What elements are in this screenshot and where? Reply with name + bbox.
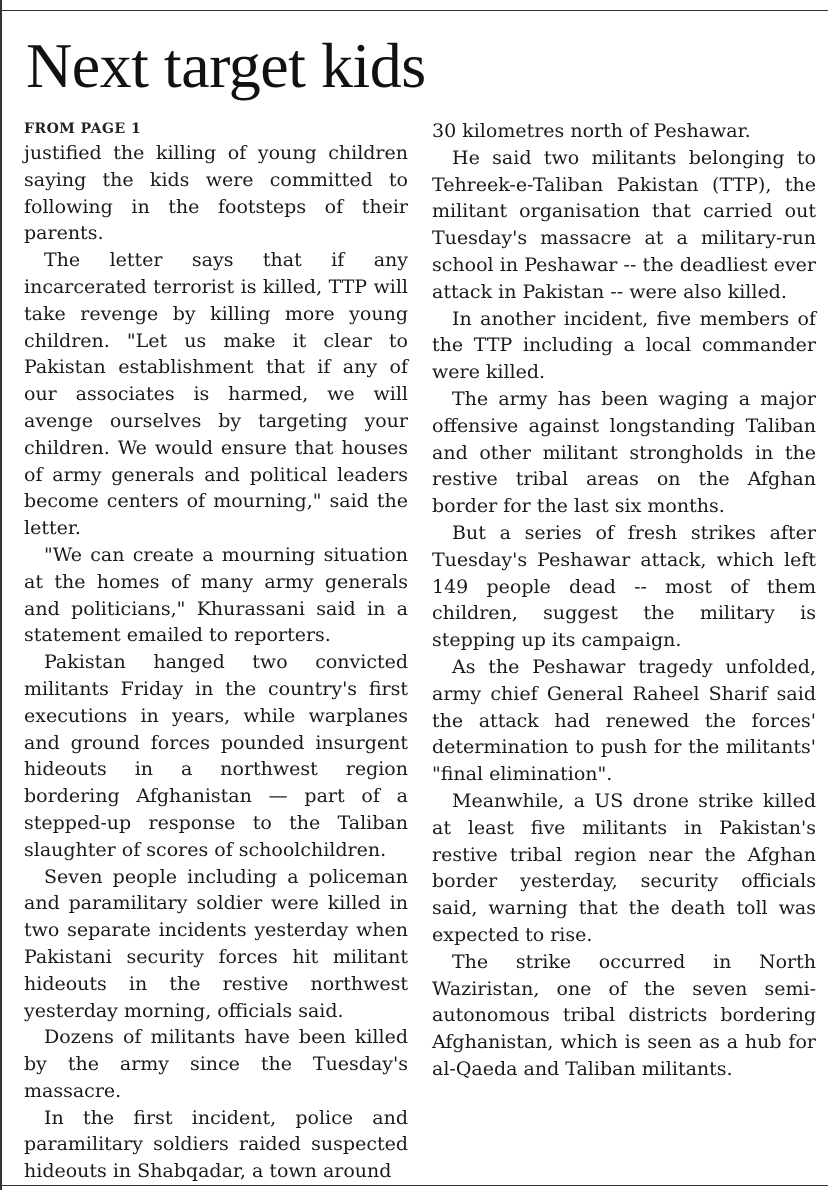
paragraph: Meanwhile, a US drone strike killed at least five militants in Pakistan's restive tribal region near the Afghan border yesterday, security officials said, warning that the death toll was expected to rise. [432, 789, 816, 946]
paragraph: Seven people including a policeman and paramilitary soldier were killed in two separate incidents yesterday when Pakistani security forces hit militant hideouts in the restive northwest yesterday morning, officials said. [24, 865, 408, 1022]
paragraph: The strike occurred in North Waziristan, one of the seven semi-autonomous tribal districts bordering Afghanistan, which is seen as a hub for al-Qaeda and Taliban militants. [432, 950, 816, 1080]
paragraph: "We can create a mourning situation at the homes of many army generals and politicians," Khurassani said in a statement emailed to reporters. [24, 543, 408, 647]
paragraph: The army has been waging a major offensive against longstanding Taliban and other militant strongholds in the restive tribal areas on the Afghan border for the last six months. [432, 387, 816, 518]
paragraph: He said two militants belonging to Tehreek-e-Taliban Pakistan (TTP), the militant organisation that carried out Tuesday's massacre at a military-run school in Peshawar -- the deadliest ever attack in Pakistan -- were also killed. [432, 146, 816, 303]
bottom-rule [2, 1185, 828, 1186]
paragraph: 30 kilometres north of Peshawar. [432, 120, 751, 142]
headline: Next target kids [26, 30, 426, 101]
jump-kicker: FROM PAGE 1 [24, 121, 142, 137]
left-column [24, 118, 408, 1185]
paragraph: In the first incident, police and paramilitary soldiers raided suspected hideouts in Shabqadar, a town around [24, 1106, 408, 1183]
paragraph: In another incident, five members of the TTP including a local commander were killed. [432, 307, 816, 384]
paragraph: But a series of fresh strikes after Tuesday's Peshawar attack, which left 149 people dead -- most of them children, suggest the military is stepping up its campaign. [432, 521, 816, 652]
top-rule [2, 10, 828, 11]
paragraph: justified the killing of young children saying the kids were committed to following in the footsteps of their parents. [24, 142, 408, 245]
right-column [432, 118, 816, 1083]
paragraph: As the Peshawar tragedy unfolded, army chief General Raheel Sharif said the attack had renewed the forces' determination to push for the militants' "final elimination". [432, 655, 816, 786]
paragraph: The letter says that if any incarcerated terrorist is killed, TTP will take revenge by killing more young children. "Let us make it clear to Pakistan establishment that if any of our associates is harmed, we will avenge ourselves by targeting your children. We would ensure that houses of army generals and political leaders become centers of mourning," said the letter. [24, 249, 408, 540]
paragraph: Dozens of militants have been killed by the army since the Tuesday's massacre. [24, 1026, 408, 1102]
paragraph: Pakistan hanged two convicted militants Friday in the country's first executions in years, while warplanes and ground forces pounded insurgent hideouts in a northwest region bordering Afghanistan — part of a stepped-up response to the Taliban slaughter of scores of schoolchildren. [24, 651, 408, 861]
